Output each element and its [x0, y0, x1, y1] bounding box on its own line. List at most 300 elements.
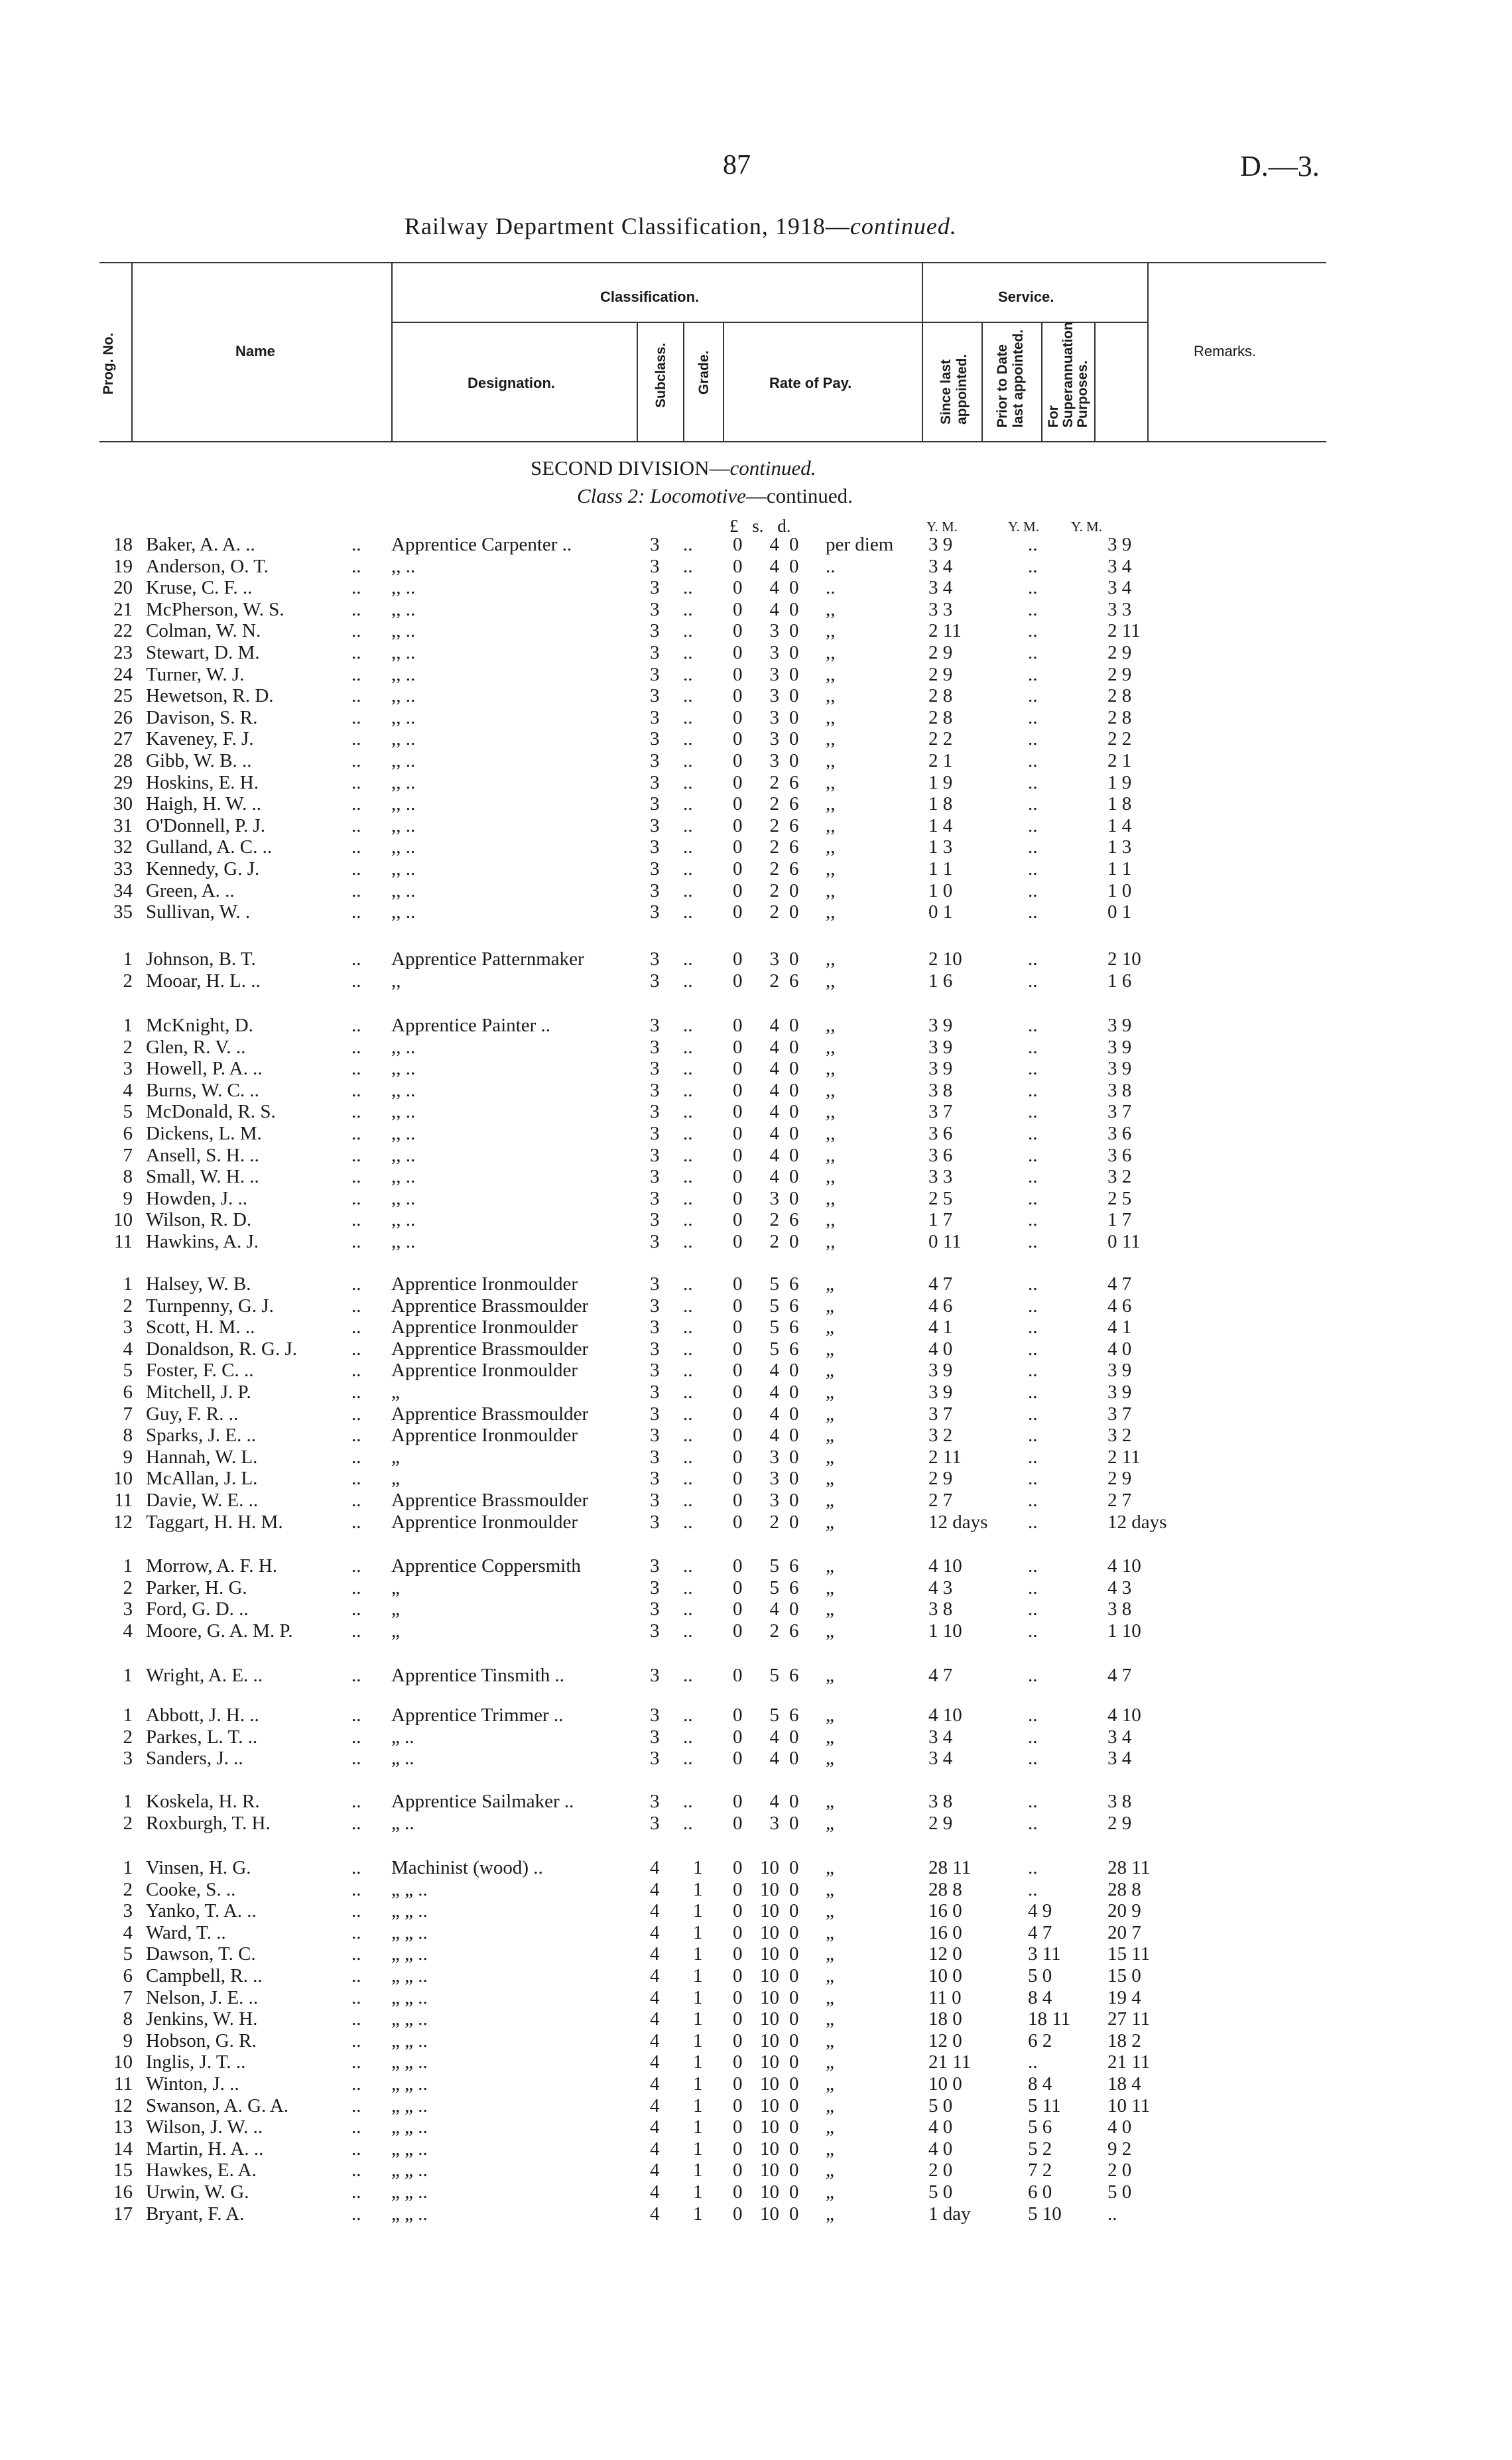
cell-shillings: 10 [760, 1878, 779, 1900]
cell-since-last: 21 11 [928, 2051, 972, 2073]
cell-since-last: 2 11 [928, 1446, 962, 1468]
cell-pence: 6 [789, 771, 799, 793]
cell-period: ,, [826, 836, 836, 858]
cell-pounds: 0 [733, 1317, 743, 1338]
cell-pence: 0 [789, 1812, 799, 1834]
cell-designation: ,, [391, 970, 401, 992]
cell-shillings: 3 [769, 948, 779, 970]
cell-period: ,, [826, 1187, 836, 1209]
cell-period: „ [826, 1338, 834, 1360]
cell-superannuation: 1 6 [1107, 970, 1132, 992]
cell-period: „ [826, 2203, 834, 2225]
cell-since-last: 3 8 [928, 1791, 953, 1812]
cell-leader: .. [683, 1166, 693, 1188]
cell-superannuation: 1 3 [1107, 836, 1132, 858]
cell-pounds: 0 [733, 642, 743, 663]
cell-subclass: 3 [650, 1360, 660, 1382]
cell-pounds: 0 [733, 1857, 743, 1878]
cell-pounds: 0 [733, 2030, 743, 2051]
cell-since-last: 2 9 [928, 1468, 953, 1490]
cell-superannuation: 19 4 [1107, 1986, 1141, 2008]
cell-shillings: 2 [769, 879, 779, 901]
cell-designation: „ „ .. [391, 2203, 428, 2225]
cell-pence: 0 [789, 555, 799, 577]
cell-subclass: 4 [650, 1857, 660, 1878]
cell-pounds: 0 [733, 2181, 743, 2203]
units-prior: Y. M. [1008, 519, 1039, 535]
cell-period: ,, [826, 598, 836, 620]
cell-designation: Apprentice Ironmoulder [391, 1360, 578, 1382]
cell-since-last: 3 9 [928, 534, 953, 555]
cell-superannuation: 3 4 [1107, 577, 1132, 599]
cell-since-last: 2 8 [928, 706, 953, 728]
cell-prior-to: .. [1028, 1791, 1038, 1812]
cell-prog-no: 1 [123, 1665, 133, 1686]
cell-pence: 6 [789, 814, 799, 836]
rate-of-pay-header: Rate of Pay. [769, 375, 852, 391]
cell-pounds: 0 [733, 663, 743, 685]
cell-designation: ,, .. [391, 1079, 416, 1101]
cell-since-last: 16 0 [928, 1921, 962, 1943]
cell-prior-to: .. [1028, 1425, 1038, 1447]
cell-designation: „ „ .. [391, 2116, 428, 2138]
cell-period: „ [826, 2030, 834, 2051]
cell-leader: .. [351, 1209, 361, 1231]
cell-prog-no: 11 [114, 2073, 133, 2095]
cell-since-last: 1 day [928, 2203, 971, 2225]
cell-leader: .. [351, 1273, 361, 1295]
cell-name: Baker, A. A. .. [146, 534, 255, 555]
cell-designation: ,, .. [391, 1209, 416, 1231]
cell-pounds: 0 [733, 1231, 743, 1252]
cell-leader: .. [683, 1144, 693, 1166]
cell-superannuation: 4 0 [1107, 1338, 1132, 1360]
cell-superannuation: 3 9 [1107, 1382, 1132, 1403]
cell-since-last: 10 0 [928, 2073, 962, 2095]
cell-leader: .. [351, 1360, 361, 1382]
cell-prog-no: 34 [113, 879, 133, 901]
cell-leader: .. [683, 1101, 693, 1123]
cell-pounds: 0 [733, 1705, 743, 1726]
cell-pounds: 0 [733, 970, 743, 992]
cell-leader: .. [683, 1382, 693, 1403]
cell-prior-to: .. [1028, 728, 1038, 750]
cell-subclass: 3 [650, 1015, 660, 1036]
cell-since-last: 28 11 [928, 1857, 972, 1878]
cell-pence: 0 [789, 1166, 799, 1188]
cell-prior-to: .. [1028, 1209, 1038, 1231]
cell-leader: .. [351, 534, 361, 555]
cell-shillings: 2 [769, 1209, 779, 1231]
cell-name: Hawkins, A. J. [146, 1231, 259, 1252]
cell-prog-no: 5 [123, 1101, 133, 1123]
cell-period: „ [826, 1598, 834, 1620]
cell-since-last: 3 8 [928, 1598, 953, 1620]
cell-leader: .. [683, 793, 693, 815]
cell-prior-to: .. [1028, 750, 1038, 771]
cell-pence: 0 [789, 1468, 799, 1490]
cell-name: Roxburgh, T. H. [146, 1812, 271, 1834]
cell-subclass: 3 [650, 1079, 660, 1101]
cell-pounds: 0 [733, 555, 743, 577]
cell-pence: 6 [789, 1295, 799, 1317]
cell-leader: .. [683, 1577, 693, 1598]
cell-leader: .. [683, 663, 693, 685]
cell-period: „ [826, 1965, 834, 1986]
cell-since-last: 4 0 [928, 2116, 953, 2138]
cell-shillings: 2 [769, 970, 779, 992]
document-reference: D.—3. [1240, 150, 1320, 182]
cell-pounds: 0 [733, 1900, 743, 1922]
cell-superannuation: 3 9 [1107, 1058, 1132, 1080]
cell-prog-no: 27 [113, 728, 133, 750]
cell-pounds: 0 [733, 534, 743, 555]
cell-pence: 0 [789, 879, 799, 901]
cell-prog-no: 29 [113, 771, 133, 793]
cell-leader: .. [351, 1382, 361, 1403]
cell-pence: 0 [789, 620, 799, 642]
cell-leader: .. [351, 1726, 361, 1748]
cell-period: „ [826, 1812, 834, 1834]
cell-designation: ,, .. [391, 577, 416, 599]
cell-pounds: 0 [733, 771, 743, 793]
cell-designation: Apprentice Painter .. [391, 1015, 550, 1036]
cell-period: „ [826, 1403, 834, 1425]
cell-period: ,, [826, 642, 836, 663]
cell-name: Gibb, W. B. .. [146, 750, 252, 771]
cell-prog-no: 1 [123, 948, 133, 970]
cell-since-last: 1 0 [928, 879, 953, 901]
cell-since-last: 16 0 [928, 1900, 962, 1922]
cell-shillings: 4 [769, 1166, 779, 1188]
cell-designation: „ [391, 1382, 400, 1403]
cell-leader: .. [683, 1705, 693, 1726]
cell-leader: .. [683, 1058, 693, 1080]
cell-superannuation: 3 9 [1107, 1015, 1132, 1036]
cell-pence: 0 [789, 750, 799, 771]
cell-shillings: 5 [769, 1665, 779, 1686]
cell-leader: .. [351, 1511, 361, 1533]
cell-superannuation: 3 7 [1107, 1101, 1132, 1123]
cell-prog-no: 6 [123, 1382, 133, 1403]
cell-prior-to: .. [1028, 1511, 1038, 1533]
cell-shillings: 10 [760, 1986, 779, 2008]
cell-superannuation: 3 9 [1107, 1036, 1132, 1058]
cell-leader: .. [351, 1900, 361, 1922]
cell-subclass: 3 [650, 1468, 660, 1490]
cell-leader: .. [351, 836, 361, 858]
cell-leader: .. [683, 1425, 693, 1447]
cell-shillings: 2 [769, 901, 779, 923]
cell-subclass: 3 [650, 1209, 660, 1231]
cell-leader: .. [683, 1295, 693, 1317]
cell-name: Bryant, F. A. [146, 2203, 245, 2225]
cell-grade: 1 [693, 2095, 703, 2116]
cell-pence: 0 [789, 2073, 799, 2095]
cell-shillings: 4 [769, 598, 779, 620]
cell-pence: 0 [789, 1058, 799, 1080]
cell-prior-to: 7 2 [1028, 2160, 1052, 2181]
cell-prior-to: .. [1028, 1382, 1038, 1403]
cell-since-last: 4 0 [928, 2138, 953, 2160]
cell-name: Green, A. .. [146, 879, 235, 901]
cell-superannuation: 27 11 [1107, 2008, 1151, 2030]
cell-leader: .. [351, 2203, 361, 2225]
cell-shillings: 4 [769, 1425, 779, 1447]
cell-leader: .. [683, 685, 693, 707]
cell-period: ,, [826, 728, 836, 750]
cell-designation: ,, .. [391, 620, 416, 642]
cell-designation: ,, .. [391, 793, 416, 815]
cell-shillings: 3 [769, 685, 779, 707]
cell-prior-to: 5 10 [1028, 2203, 1062, 2225]
cell-designation: „ .. [391, 1726, 414, 1748]
cell-prior-to: .. [1028, 1857, 1038, 1878]
cell-period: „ [826, 1468, 834, 1490]
cell-subclass: 3 [650, 728, 660, 750]
cell-pence: 0 [789, 1446, 799, 1468]
cell-since-last: 4 1 [928, 1317, 953, 1338]
cell-superannuation: 1 9 [1107, 771, 1132, 793]
cell-designation: ,, .. [391, 1187, 416, 1209]
cell-pounds: 0 [733, 750, 743, 771]
cell-prog-no: 3 [123, 1748, 133, 1770]
cell-designation: ,, .. [391, 728, 416, 750]
cell-since-last: 1 9 [928, 771, 953, 793]
cell-shillings: 4 [769, 1360, 779, 1382]
cell-leader: .. [351, 2138, 361, 2160]
cell-subclass: 4 [650, 1943, 660, 1965]
cell-leader: .. [351, 1425, 361, 1447]
cell-pounds: 0 [733, 2203, 743, 2225]
cell-shillings: 3 [769, 620, 779, 642]
cell-pounds: 0 [733, 1058, 743, 1080]
cell-leader: .. [351, 642, 361, 663]
cell-prog-no: 1 [123, 1705, 133, 1726]
cell-leader: .. [683, 948, 693, 970]
cell-period: ,, [826, 1123, 836, 1144]
cell-prior-to: .. [1028, 598, 1038, 620]
cell-leader: .. [351, 2030, 361, 2051]
cell-name: Howden, J. .. [146, 1187, 248, 1209]
cell-leader: .. [683, 577, 693, 599]
cell-name: Small, W. H. .. [146, 1166, 259, 1188]
cell-pence: 0 [789, 2051, 799, 2073]
cell-prog-no: 8 [123, 2008, 133, 2030]
cell-period: „ [826, 1425, 834, 1447]
cell-prior-to: 5 11 [1028, 2095, 1061, 2116]
units-since: Y. M. [926, 519, 958, 535]
cell-superannuation: 4 10 [1107, 1705, 1141, 1726]
cell-superannuation: 4 7 [1107, 1273, 1132, 1295]
cell-grade: 1 [693, 2030, 703, 2051]
cell-leader: .. [683, 1036, 693, 1058]
cell-name: Ford, G. D. .. [146, 1598, 249, 1620]
cell-period: ,, [826, 948, 836, 970]
cell-designation: ,, .. [391, 771, 416, 793]
cell-period: ,, [826, 901, 836, 923]
cell-subclass: 4 [650, 2008, 660, 2030]
cell-superannuation: 12 days [1107, 1511, 1167, 1533]
cell-period: „ [826, 1986, 834, 2008]
cell-prog-no: 4 [123, 1620, 133, 1642]
cell-superannuation: 2 9 [1107, 1468, 1132, 1490]
cell-since-last: 3 7 [928, 1403, 953, 1425]
cell-designation: ,, .. [391, 1101, 416, 1123]
division-continued: continued. [729, 456, 816, 480]
cell-name: Winton, J. .. [146, 2073, 239, 2095]
cell-prior-to: .. [1028, 1726, 1038, 1748]
cell-period: „ [826, 1791, 834, 1812]
cell-shillings: 4 [769, 1748, 779, 1770]
cell-pounds: 0 [733, 1295, 743, 1317]
cell-superannuation: .. [1107, 2203, 1117, 2225]
cell-designation: „ [391, 1620, 400, 1642]
cell-subclass: 3 [650, 1338, 660, 1360]
cell-grade: 1 [693, 2181, 703, 2203]
cell-leader: .. [351, 1577, 361, 1598]
cell-since-last: 3 9 [928, 1058, 953, 1080]
cell-name: McAllan, J. L. [146, 1468, 258, 1490]
cell-leader: .. [351, 1187, 361, 1209]
cell-prog-no: 12 [113, 2095, 133, 2116]
cell-pounds: 0 [733, 1036, 743, 1058]
title-continued: continued. [850, 213, 957, 239]
cell-superannuation: 3 2 [1107, 1166, 1132, 1188]
cell-prior-to: 18 11 [1028, 2008, 1071, 2030]
cell-name: Haigh, H. W. .. [146, 793, 261, 815]
cell-designation: „ .. [391, 1748, 414, 1770]
cell-pence: 6 [789, 1577, 799, 1598]
cell-leader: .. [351, 2008, 361, 2030]
cell-designation: „ „ .. [391, 1921, 428, 1943]
cell-leader: .. [683, 814, 693, 836]
cell-leader: .. [683, 1123, 693, 1144]
cell-pence: 0 [789, 1144, 799, 1166]
cell-shillings: 3 [769, 1446, 779, 1468]
cell-prog-no: 32 [113, 836, 133, 858]
cell-leader: .. [351, 793, 361, 815]
cell-prog-no: 1 [123, 1555, 133, 1577]
cell-superannuation: 2 7 [1107, 1490, 1132, 1511]
cell-name: Abbott, J. H. .. [146, 1705, 259, 1726]
cell-leader: .. [683, 1231, 693, 1252]
cell-designation: Apprentice Ironmoulder [391, 1425, 578, 1447]
cell-period: ,, [826, 793, 836, 815]
cell-leader: .. [683, 1726, 693, 1748]
cell-since-last: 3 4 [928, 577, 953, 599]
cell-prog-no: 2 [123, 1878, 133, 1900]
cell-pounds: 0 [733, 598, 743, 620]
cell-pounds: 0 [733, 2160, 743, 2181]
cell-prior-to: .. [1028, 1446, 1038, 1468]
cell-period: „ [826, 1446, 834, 1468]
page-title [405, 212, 957, 240]
cell-period: ,, [826, 620, 836, 642]
cell-name: Wright, A. E. .. [146, 1665, 263, 1686]
cell-pounds: 0 [733, 1273, 743, 1295]
cell-shillings: 4 [769, 1382, 779, 1403]
cell-leader: .. [683, 1511, 693, 1533]
cell-pounds: 0 [733, 1577, 743, 1598]
cell-pence: 0 [789, 901, 799, 923]
cell-designation: „ [391, 1446, 400, 1468]
cell-grade: 1 [693, 1943, 703, 1965]
cell-subclass: 3 [650, 706, 660, 728]
cell-superannuation: 3 2 [1107, 1425, 1132, 1447]
cell-leader: .. [351, 598, 361, 620]
cell-name: Wilson, J. W. .. [146, 2116, 263, 2138]
cell-leader: .. [351, 1036, 361, 1058]
cell-shillings: 10 [760, 1921, 779, 1943]
cell-pence: 0 [789, 2095, 799, 2116]
cell-superannuation: 5 0 [1107, 2181, 1132, 2203]
cell-designation: ,, .. [391, 814, 416, 836]
cell-pounds: 0 [733, 2051, 743, 2073]
cell-name: Anderson, O. T. [146, 555, 269, 577]
cell-prior-to: .. [1028, 1187, 1038, 1209]
cell-name: Wilson, R. D. [146, 1209, 252, 1231]
cell-pounds: 0 [733, 1812, 743, 1834]
cell-pence: 0 [789, 2030, 799, 2051]
for-super-header: For Superannuation Purposes. [1046, 322, 1090, 428]
cell-since-last: 4 0 [928, 1338, 953, 1360]
cell-period: „ [826, 2116, 834, 2138]
cell-pence: 0 [789, 2138, 799, 2160]
cell-prog-no: 7 [123, 1403, 133, 1425]
cell-designation: „ „ .. [391, 1943, 428, 1965]
cell-prog-no: 19 [113, 555, 133, 577]
cell-subclass: 3 [650, 1748, 660, 1770]
cell-pence: 0 [789, 1403, 799, 1425]
cell-leader: .. [351, 1295, 361, 1317]
cell-designation: „ .. [391, 1812, 414, 1834]
cell-name: Sanders, J. .. [146, 1748, 243, 1770]
cell-superannuation: 3 3 [1107, 598, 1132, 620]
cell-leader: .. [351, 1015, 361, 1036]
cell-prog-no: 7 [123, 1986, 133, 2008]
cell-pounds: 0 [733, 1187, 743, 1209]
cell-designation: ,, .. [391, 685, 416, 707]
cell-period: „ [826, 1620, 834, 1642]
cell-prior-to: .. [1028, 836, 1038, 858]
cell-leader: .. [683, 1468, 693, 1490]
cell-subclass: 3 [650, 1620, 660, 1642]
cell-leader: .. [351, 970, 361, 992]
cell-name: Vinsen, H. G. [146, 1857, 251, 1878]
cell-pounds: 0 [733, 1166, 743, 1188]
cell-leader: .. [351, 1555, 361, 1577]
cell-subclass: 3 [650, 642, 660, 663]
cell-period: ,, [826, 1015, 836, 1036]
cell-name: Moore, G. A. M. P. [146, 1620, 293, 1642]
cell-superannuation: 2 8 [1107, 685, 1132, 707]
division-heading [531, 456, 816, 480]
cell-shillings: 10 [760, 2008, 779, 2030]
cell-name: Kaveney, F. J. [146, 728, 254, 750]
cell-period: „ [826, 1555, 834, 1577]
cell-since-last: 3 4 [928, 555, 953, 577]
cell-period: ,, [826, 706, 836, 728]
cell-prior-to: .. [1028, 1338, 1038, 1360]
cell-prior-to: .. [1028, 858, 1038, 879]
cell-name: Glen, R. V. .. [146, 1036, 246, 1058]
cell-pounds: 0 [733, 1403, 743, 1425]
cell-period: ,, [826, 771, 836, 793]
cell-superannuation: 2 9 [1107, 1812, 1132, 1834]
cell-subclass: 3 [650, 1511, 660, 1533]
cell-prior-to: .. [1028, 1403, 1038, 1425]
